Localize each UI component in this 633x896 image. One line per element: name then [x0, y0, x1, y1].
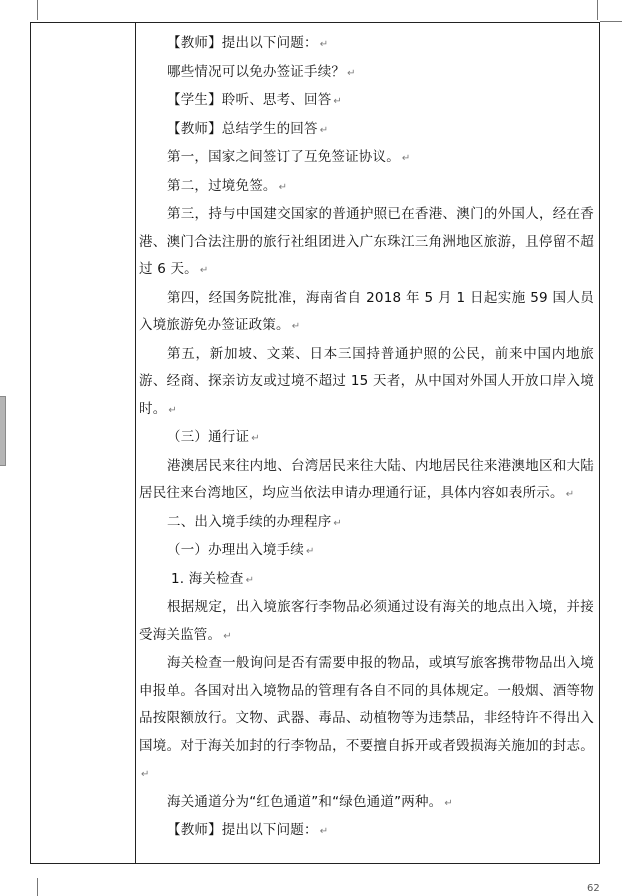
- paragraph-text: （三）通行证: [167, 429, 250, 445]
- paragraph-text: 第四，经国务院批准，海南省自 2018 年 5 月 1 日起实施 59 国人员入境旅游免办签证政策。: [139, 289, 594, 333]
- paragraph-text: 第三，持与中国建交国家的普通护照已在香港、澳门的外国人，经在香港、澳门合法注册的旅行社组团进入广东珠江三角洲地区旅游，且停留不超过 6 天。: [139, 206, 594, 277]
- paragraph-text: 哪些情况可以免办签证手续？: [167, 63, 346, 80]
- paragraph-text: 【教师】总结学生的回答: [167, 120, 318, 137]
- paragraph-mark-icon: ↵: [565, 489, 575, 500]
- paragraph-text: 1. 海关检查: [171, 570, 244, 587]
- paragraph-mark-icon: ↵: [291, 321, 301, 332]
- paragraph: [139, 453, 594, 509]
- paragraph-text: 第五，新加坡、文莱、日本三国持普通护照的公民，前来中国内地旅游、经商、探亲访友或过境不超过 15 天者，从中国对外国人开放口岸入境时。: [139, 345, 594, 417]
- paragraph: [139, 173, 594, 202]
- paragraph-text: 【学生】聆听、思考、回答: [167, 92, 332, 108]
- paragraph-text: 海关通道分为“红色通道”和“绿色通道”两种。: [167, 793, 443, 810]
- table-content-cell[interactable]: [139, 30, 594, 846]
- paragraph: [139, 817, 594, 846]
- paragraph-text: 港澳居民来往内地、台湾居民来往大陆、内地居民往来港澳地区和大陆居民往来台湾地区，均应当依法申请办理通行证，具体内容如表所示。: [139, 457, 594, 501]
- paragraph: [139, 59, 594, 88]
- paragraph: [139, 341, 594, 425]
- paragraph-mark-icon: ↵: [199, 265, 209, 276]
- paragraph-text: 第二，过境免签。: [167, 177, 277, 194]
- paragraph-text: 【教师】提出以下问题：: [167, 822, 318, 838]
- page-number: 62: [587, 883, 600, 894]
- paragraph-mark-icon: ↵: [306, 546, 315, 557]
- paragraph-text: （一）办理出入境手续: [167, 542, 304, 558]
- paragraph: [139, 116, 594, 145]
- paragraph-mark-icon: ↵: [333, 517, 342, 529]
- paragraph: [139, 87, 594, 116]
- paragraph-text: 海关检查一般询问是否有需要申报的物品，或填写旅客携带物品出入境申报单。各国对出入境物品的管理有各自不同的具体规定。一般烟、酒等物品按限额放行。文物、武器、毒品、动植物等为违禁品，非经特许不得出入国境。对于海关加封的行李物品，不要擅自拆开或者毁损海关施加的封志。: [139, 655, 594, 754]
- crop-mark-top-right-v: [597, 0, 598, 20]
- crop-mark-top-right-h: [600, 21, 622, 22]
- paragraph: [139, 30, 594, 59]
- paragraph: [139, 201, 594, 285]
- paragraph-mark-icon: ↵: [278, 181, 288, 193]
- paragraph-mark-icon: ↵: [168, 404, 177, 416]
- paragraph-mark-icon: ↵: [141, 769, 150, 780]
- paragraph-mark-icon: ↵: [347, 67, 356, 79]
- paragraph-mark-icon: ↵: [319, 39, 329, 50]
- paragraph-text: 第一，国家之间签订了互免签证协议。: [167, 149, 400, 165]
- paragraph: [139, 424, 594, 453]
- paragraph-mark-icon: ↵: [251, 433, 260, 444]
- crop-mark-top-left-v: [37, 0, 38, 20]
- paragraph-mark-icon: ↵: [319, 124, 329, 136]
- scroll-handle[interactable]: [0, 396, 6, 466]
- paragraph: [139, 144, 594, 173]
- paragraph: [139, 566, 594, 595]
- paragraph: [139, 285, 594, 341]
- paragraph-mark-icon: ↵: [333, 96, 342, 107]
- paragraph-mark-icon: ↵: [245, 574, 255, 586]
- paragraph-mark-icon: ↵: [401, 153, 411, 164]
- paragraph-mark-icon: ↵: [319, 826, 329, 837]
- paragraph-mark-icon: ↵: [223, 630, 232, 642]
- table-column-divider: [135, 23, 136, 863]
- paragraph-text: 根据规定，出入境旅客行李物品必须通过设有海关的地点出入境，并接受海关监管。: [139, 599, 594, 643]
- paragraph-text: 二、出入境手续的办理程序: [167, 513, 332, 530]
- paragraph: [139, 537, 594, 566]
- paragraph: [139, 594, 594, 650]
- paragraph: [139, 789, 594, 818]
- paragraph: [139, 650, 594, 789]
- paragraph: [139, 509, 594, 538]
- crop-mark-bottom-left-v: [37, 878, 38, 896]
- paragraph-text: 【教师】提出以下问题：: [167, 35, 318, 51]
- paragraph-mark-icon: ↵: [444, 797, 453, 809]
